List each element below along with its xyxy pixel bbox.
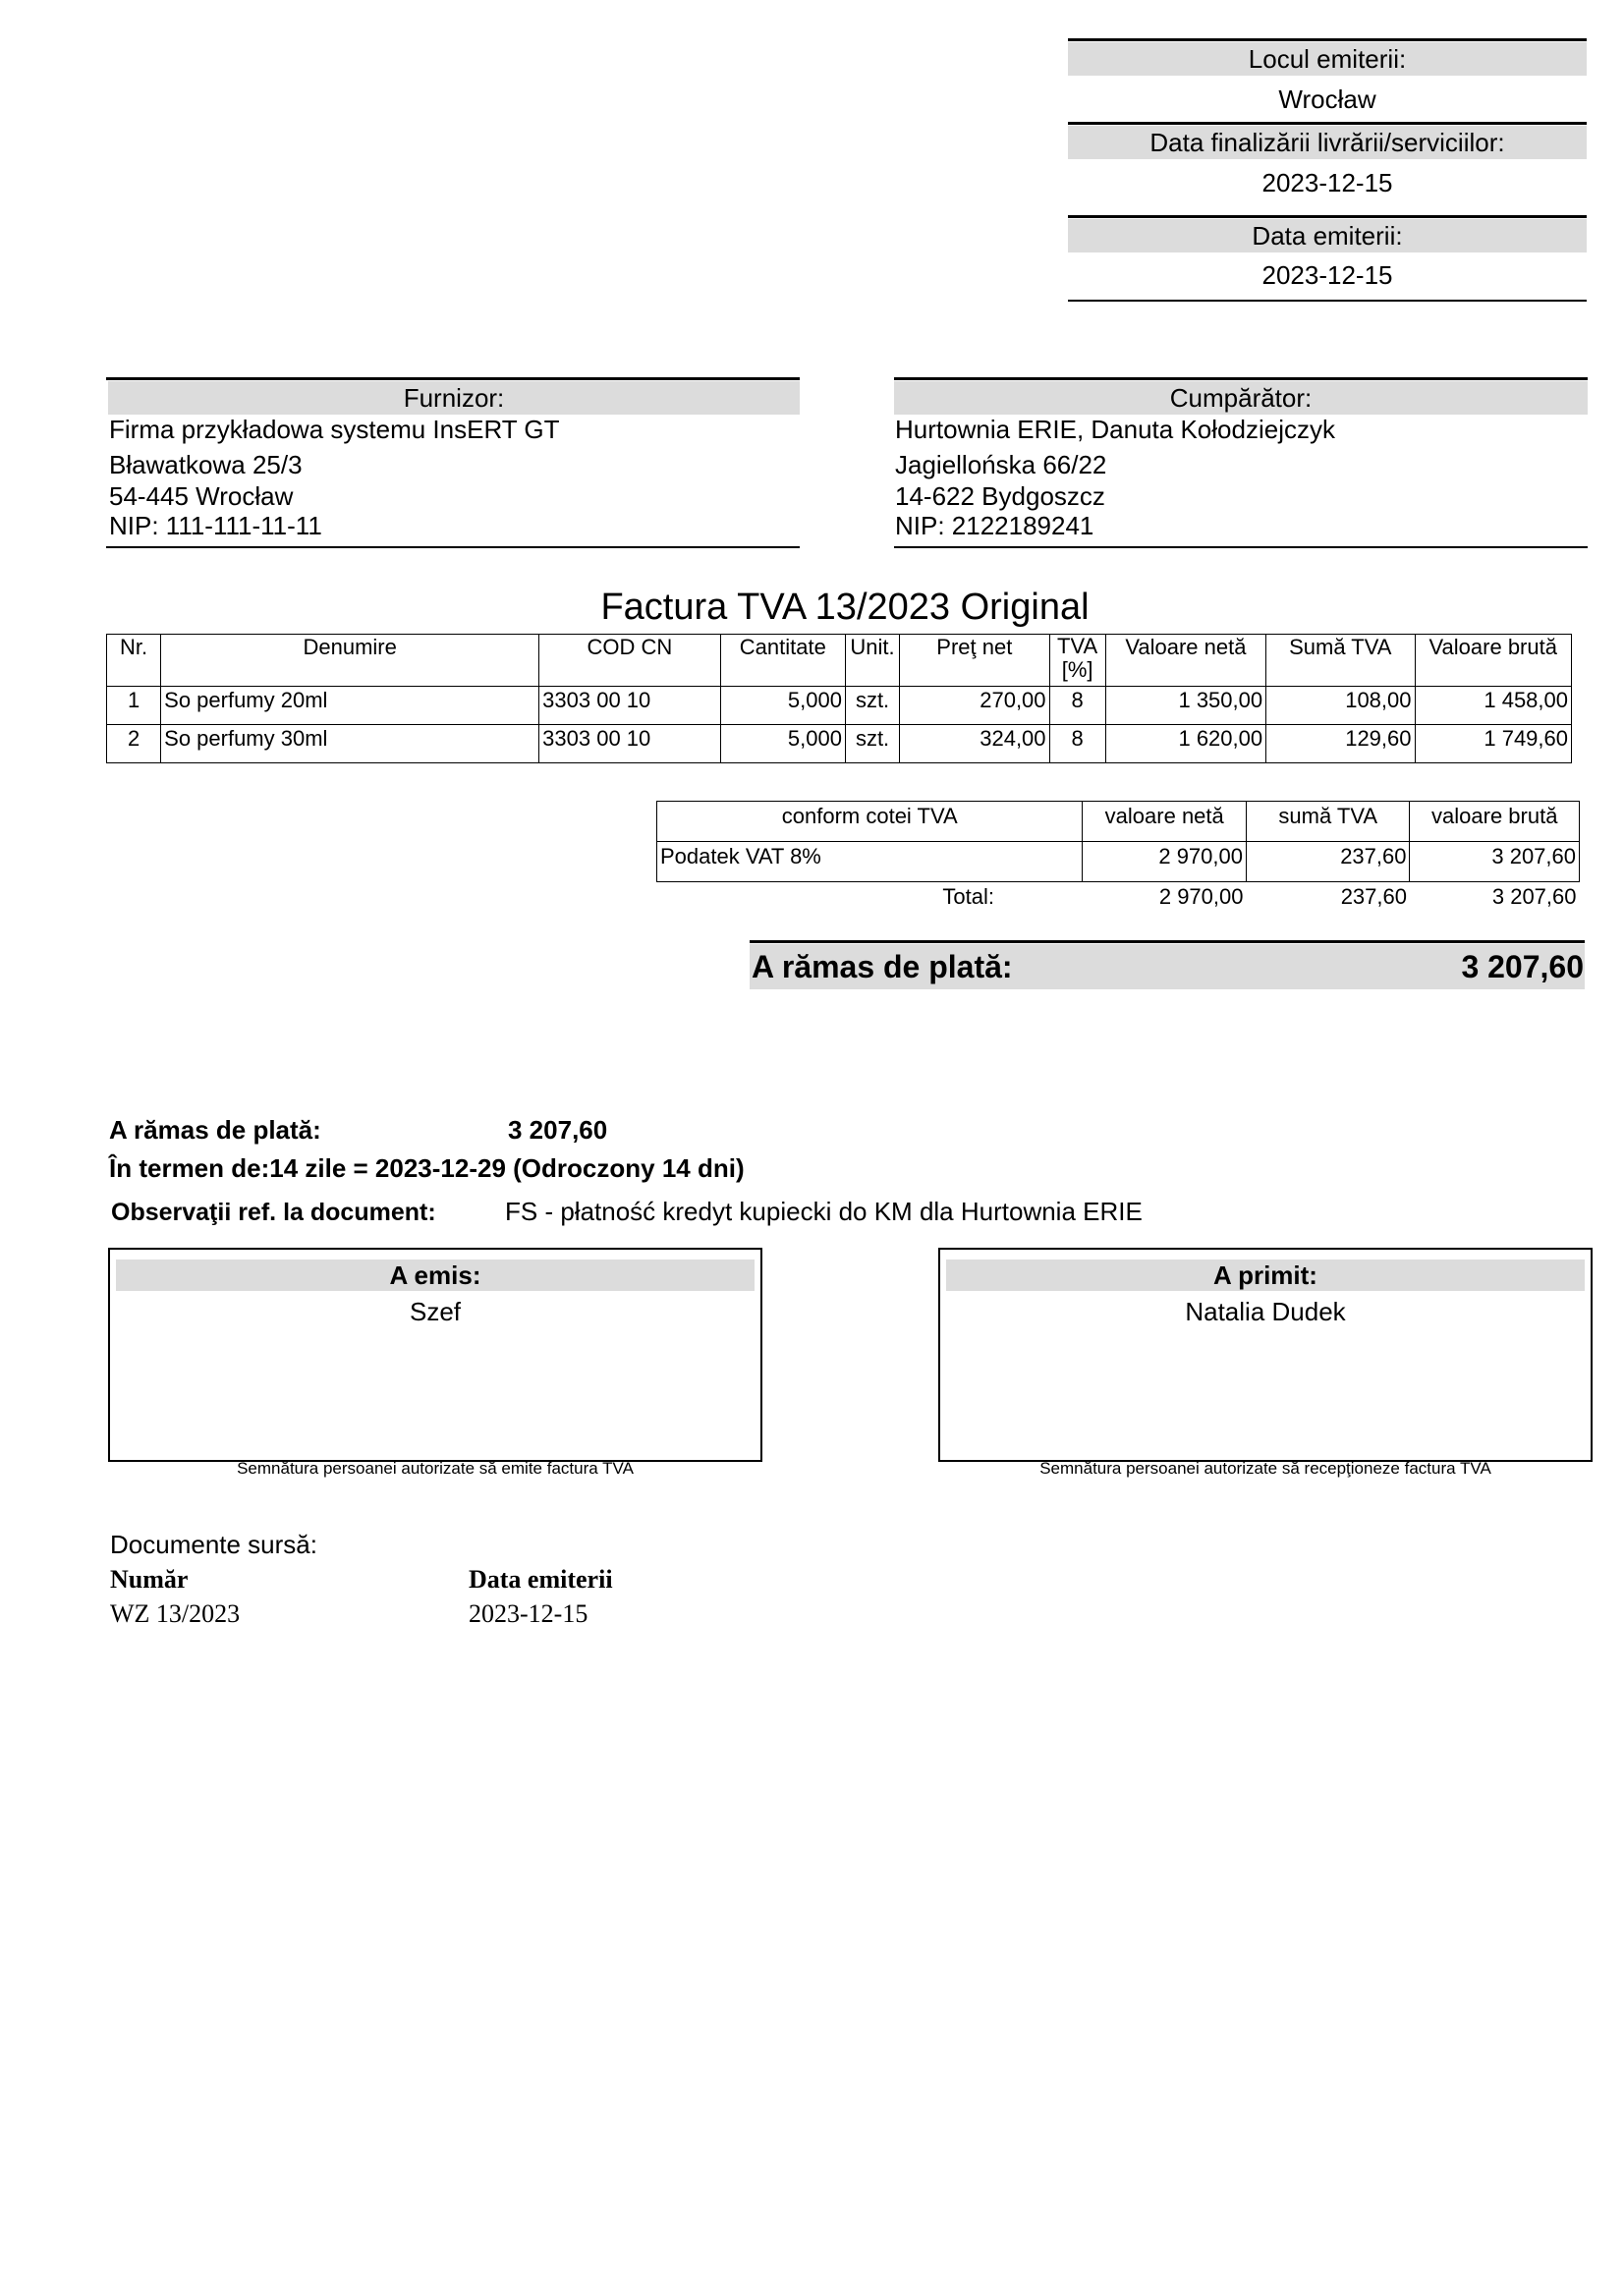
summary-header-row	[657, 802, 1580, 842]
buyer-name: Hurtownia ERIE, Danuta Kołodziejczyk	[895, 415, 1335, 444]
issue-date-value: 2023-12-15	[1261, 260, 1393, 290]
source-docs-col-date: Data emiterii	[469, 1565, 613, 1594]
table-row	[107, 687, 1572, 725]
col-quantity: Cantitate	[720, 635, 845, 687]
received-by-box	[938, 1248, 1593, 1462]
remaining-value: 3 207,60	[508, 1115, 608, 1145]
divider	[1068, 38, 1587, 41]
cell-name: So perfumy 30ml	[161, 725, 539, 763]
col-net-value: valoare netă	[1083, 802, 1247, 842]
col-vat-rate-group: conform cotei TVA	[657, 802, 1083, 842]
cell-name: So perfumy 20ml	[161, 687, 539, 725]
received-by-caption: Semnătura persoanei autorizate să recepţioneze factura TVA	[1039, 1459, 1491, 1478]
place-value: Wrocław	[1278, 84, 1376, 114]
col-vat-amount: sumă TVA	[1246, 802, 1410, 842]
vat-summary-table	[656, 801, 1580, 922]
total-label: Total:	[942, 884, 994, 909]
table-row	[657, 842, 1580, 882]
received-by-label: A primit:	[946, 1260, 1585, 1291]
cell-unit: szt.	[845, 725, 899, 763]
divider	[1068, 300, 1587, 302]
cell-gross-value: 1 458,00	[1415, 687, 1572, 725]
divider	[106, 377, 800, 380]
divider	[894, 377, 1588, 380]
col-net-price: Preţ net	[900, 635, 1049, 687]
cell-vat-amount: 237,60	[1246, 842, 1410, 882]
col-name: Denumire	[161, 635, 539, 687]
seller-street: Bławatkowa 25/3	[109, 450, 303, 479]
cell-net-price: 324,00	[900, 725, 1049, 763]
place-label: Locul emiterii:	[1068, 42, 1587, 76]
cell-net-price: 270,00	[900, 687, 1049, 725]
total-gross-value: 3 207,60	[1491, 884, 1577, 909]
divider	[1068, 215, 1587, 218]
total-net-value: 2 970,00	[1158, 884, 1244, 909]
notes-label: Observaţii ref. la document:	[111, 1199, 436, 1226]
source-docs-col-number: Număr	[110, 1565, 189, 1594]
seller-name: Firma przykładowa systemu InsERT GT	[109, 415, 560, 444]
issue-date-label: Data emiterii:	[1068, 219, 1587, 252]
amount-due-label: A rămas de plată:	[752, 949, 1013, 984]
seller-label: Furnizor:	[108, 381, 800, 415]
items-table	[106, 634, 1572, 763]
buyer-nip: NIP: 2122189241	[895, 511, 1094, 540]
cell-net-value: 1 620,00	[1105, 725, 1265, 763]
col-nr: Nr.	[107, 635, 161, 687]
cell-unit: szt.	[845, 687, 899, 725]
buyer-label: Cumpărător:	[894, 381, 1588, 415]
cell-gross-value: 1 749,60	[1415, 725, 1572, 763]
col-gross-value: Valoare brută	[1415, 635, 1572, 687]
col-net-value: Valoare netă	[1105, 635, 1265, 687]
notes-value: FS - płatność kredyt kupiecki do KM dla Hurtownia ERIE	[505, 1197, 1143, 1226]
issued-by-box	[108, 1248, 762, 1462]
issued-by-label: A emis:	[116, 1260, 755, 1291]
cell-vat-rate: 8	[1049, 725, 1105, 763]
cell-cn-code: 3303 00 10	[539, 687, 720, 725]
cell-vat-amount: 129,60	[1266, 725, 1415, 763]
seller-city: 54-445 Wrocław	[109, 481, 294, 511]
cell-vat-rate-group: Podatek VAT 8%	[657, 842, 1083, 882]
delivery-date-value: 2023-12-15	[1261, 168, 1393, 197]
issued-by-name: Szef	[409, 1297, 462, 1326]
buyer-street: Jagiellońska 66/22	[895, 450, 1107, 479]
issued-by-caption: Semnătura persoanei autorizate să emite factura TVA	[237, 1459, 634, 1478]
payment-term: În termen de:14 zile = 2023-12-29 (Odroczony 14 dni)	[109, 1153, 745, 1183]
amount-due-value: 3 207,60	[1461, 949, 1584, 984]
total-row	[657, 882, 1580, 923]
cell-quantity: 5,000	[720, 687, 845, 725]
cell-net-value: 1 350,00	[1105, 687, 1265, 725]
invoice-title: Factura TVA 13/2023 Original	[600, 587, 1090, 628]
items-header-row	[107, 635, 1572, 687]
buyer-city: 14-622 Bydgoszcz	[895, 481, 1105, 511]
col-cn-code: COD CN	[539, 635, 720, 687]
cell-quantity: 5,000	[720, 725, 845, 763]
cell-cn-code: 3303 00 10	[539, 725, 720, 763]
divider	[1068, 122, 1587, 125]
table-row	[107, 725, 1572, 763]
cell-nr: 1	[107, 687, 161, 725]
divider	[750, 940, 1585, 943]
source-doc-date: 2023-12-15	[469, 1599, 588, 1628]
cell-gross-value: 3 207,60	[1410, 842, 1580, 882]
remaining-label: A rămas de plată:	[109, 1115, 321, 1145]
col-vat-amount: Sumă TVA	[1266, 635, 1415, 687]
cell-net-value: 2 970,00	[1083, 842, 1247, 882]
total-vat-amount: 237,60	[1340, 884, 1407, 909]
divider	[894, 546, 1588, 548]
cell-vat-amount: 108,00	[1266, 687, 1415, 725]
col-vat-rate: TVA [%]	[1049, 635, 1105, 687]
cell-nr: 2	[107, 725, 161, 763]
source-doc-number: WZ 13/2023	[110, 1599, 241, 1628]
cell-vat-rate: 8	[1049, 687, 1105, 725]
divider	[106, 546, 800, 548]
seller-nip: NIP: 111-111-11-11	[109, 511, 322, 540]
delivery-date-label: Data finalizării livrării/serviciilor:	[1068, 126, 1587, 159]
source-docs-label: Documente sursă:	[110, 1530, 317, 1559]
received-by-name: Natalia Dudek	[1185, 1297, 1346, 1326]
col-gross-value: valoare brută	[1410, 802, 1580, 842]
col-unit: Unit.	[845, 635, 899, 687]
